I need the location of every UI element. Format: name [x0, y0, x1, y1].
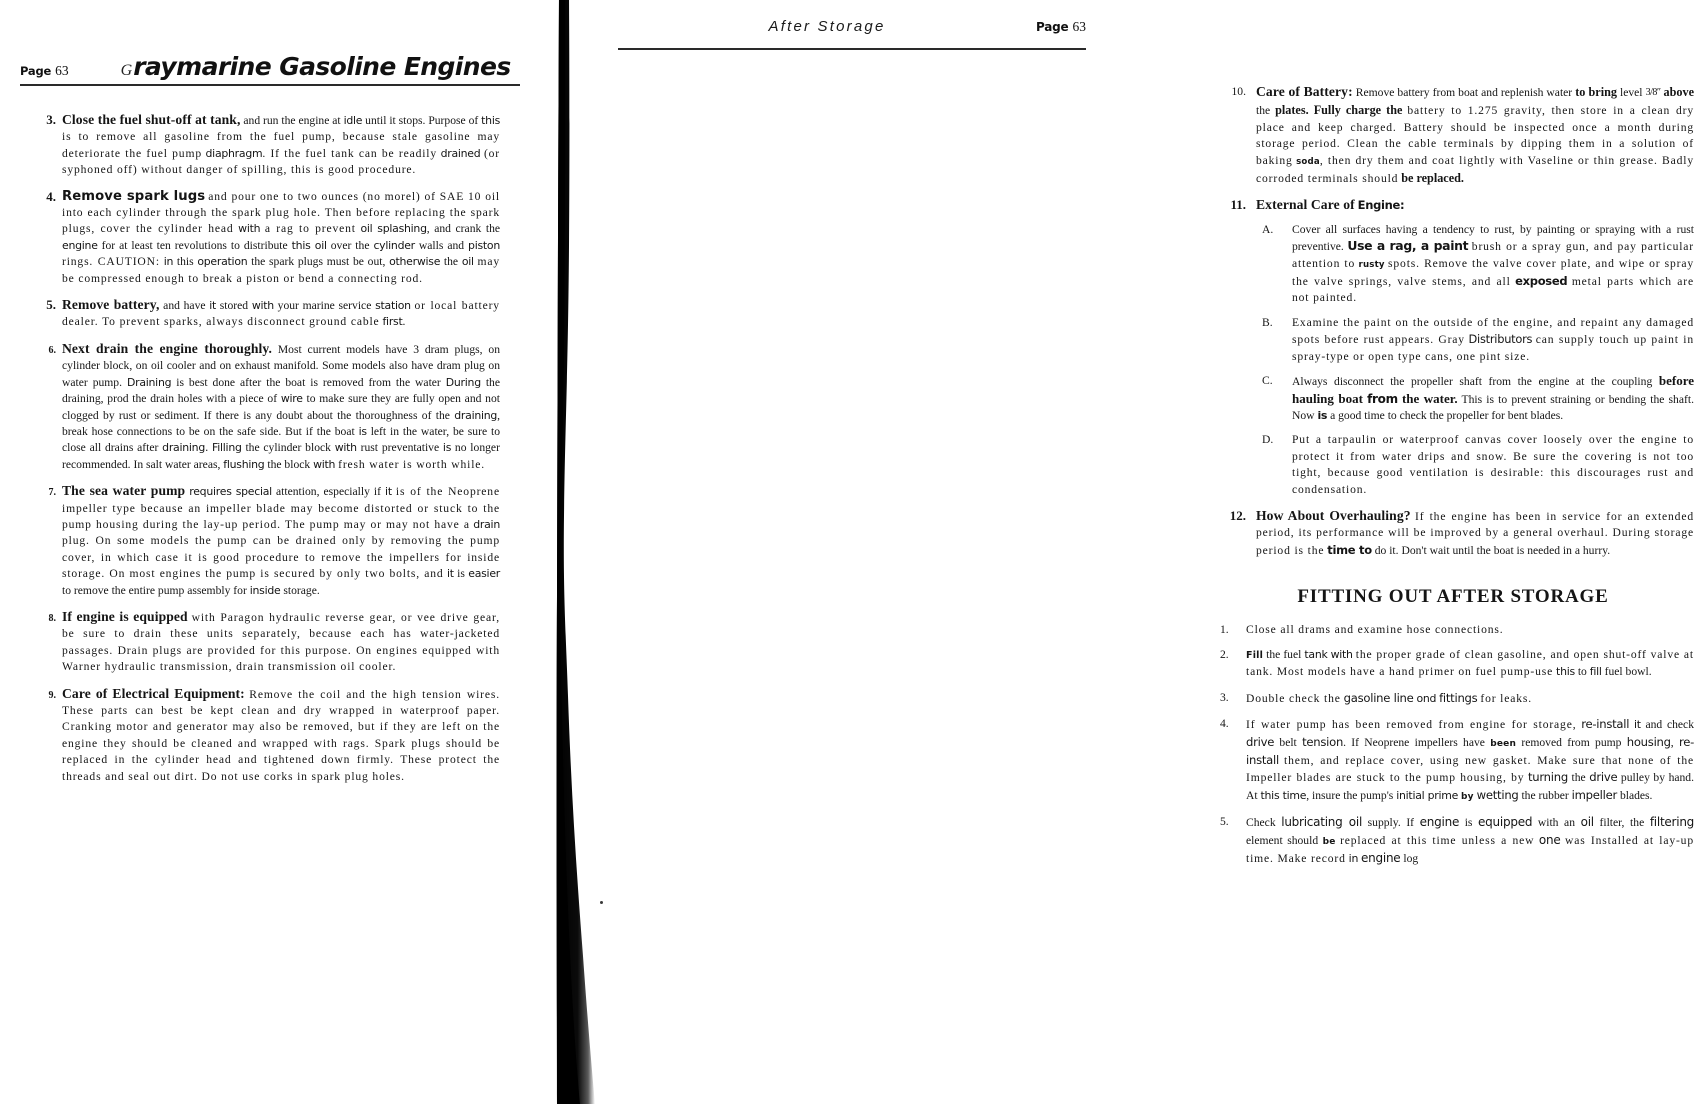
fitting-step-3-word-gasoline-line: gasoline line [1343, 690, 1414, 705]
step-6-text-9: no longer recommended. In salt water areas, [62, 441, 500, 471]
step-4-text-5: over the [330, 238, 370, 252]
right-column-body [1212, 84, 1694, 876]
fitting-step-2-text-4: fuel bowl. [1604, 665, 1652, 679]
step-5-word-station: station [375, 299, 411, 313]
fitting-step-4-word-turning: turning [1527, 770, 1568, 785]
fitting-step-4-text-2: and check [1645, 718, 1694, 732]
step-10-text-2: level [1620, 86, 1643, 99]
step-3 [22, 112, 500, 179]
step-11-sub-c-text-1: Always disconnect the propeller shaft from the engine at the coupling [1292, 375, 1653, 389]
fitting-step-4-word-wetting: wetting [1476, 787, 1519, 802]
fitting-step-4-text-11: the rubber [1521, 788, 1569, 802]
step-12-text-1: If the engine has been in service for an extended period, its performance will be improved by a general overhaul. During storage period is the [1256, 509, 1694, 557]
fitting-step-4-word-by: by [1461, 791, 1474, 802]
step-5-text-1: and have [163, 299, 206, 313]
step-3-word-idle: idle [343, 114, 363, 127]
fitting-step-4-text-10: , insure the pump's [1306, 788, 1394, 802]
step-5-text-5: . [402, 315, 406, 329]
step-11-sub-c-marker: C. [1262, 374, 1273, 388]
fitting-step-5-text-8: was Installed at lay-up time. Make record [1246, 833, 1694, 866]
fitting-step-2 [1212, 647, 1694, 681]
step-6-text-8: rust preventative [360, 441, 440, 455]
fitting-step-5-word-lubricating-oil: lubricating oil [1281, 815, 1363, 830]
fitting-step-3 [1212, 690, 1694, 707]
step-6-text-1: Most current models have 3 dram plugs, on cylinder block, on oil cooler and on exhaust manifold. Some models also have dram plug on water pump. [62, 342, 500, 389]
step-11-sub-a [1256, 222, 1694, 307]
step-12 [1212, 508, 1694, 559]
right-page-label: Page [1036, 20, 1069, 34]
step-4-text-9: the spark plugs must be out, [251, 255, 386, 269]
step-6-text-4: to make sure they are fully open and not clogged by rust or sediment. If there is any doubt about the thoroughness of the [62, 392, 500, 422]
step-7-text-3: plug. On some models the pump can be drained only by removing the pump cover, in which case it is good procedure to remove the impellers for inside storage. On most engines the pump is secured by only two bolts, and [62, 534, 500, 581]
step-11-sublist [1256, 222, 1694, 498]
fitting-step-5-marker: 5. [1220, 815, 1229, 829]
fitting-step-4-text-7: them, and replace cover, using new gasket. Make sure that none of the Impeller blades are stuck to the pump housing, by [1246, 754, 1694, 785]
step-5-text-2: stored [219, 299, 249, 313]
step-7-word-inside: inside [249, 583, 281, 597]
fitting-step-2-word-this: this [1556, 665, 1575, 679]
step-7-word-requires: requires [189, 485, 232, 499]
step-11-sub-c [1256, 373, 1694, 424]
step-7-word-it: it [385, 485, 392, 499]
step-5-text-3: your marine service [277, 299, 372, 313]
step-12-word-time-to: time to [1327, 542, 1372, 557]
step-10-emph-3: plates. Fully charge the [1275, 103, 1403, 118]
fitting-step-5-text-2: supply. If [1367, 816, 1415, 830]
fitting-step-5-text-4: with an [1537, 816, 1575, 830]
step-4-word-with: with [238, 222, 261, 236]
right-page-number: 63 [1072, 19, 1086, 34]
fitting-step-5-word-equipped: equipped [1478, 815, 1533, 830]
step-10-text-1: Remove battery from boat and replenish water [1355, 86, 1573, 99]
step-7-marker: 7. [48, 487, 56, 499]
step-8-text-1: with Paragon hydraulic reverse gear, or vee drive gear, be sure to drain these units separately, because each has water-jacketed passages. Drain plugs are provided for this purpose. On engines equipped with Warner hydraulic transmission, drain transmission oil cooler. [62, 610, 500, 674]
fitting-step-2-word-tank: tank [1304, 647, 1328, 661]
fitting-step-4-word-it: it [1633, 718, 1641, 732]
step-11-sub-a-word-rusty: rusty [1358, 259, 1385, 270]
step-5-text-4: or local battery dealer. To prevent sparks, always disconnect ground cable [62, 299, 500, 329]
step-12-marker: 12. [1229, 507, 1246, 523]
step-11-sub-a-text-2: brush or a spray gun, and pay particular attention to [1292, 240, 1694, 270]
step-8-lead: If engine is equipped [62, 608, 188, 624]
step-3-word-diaphragm: diaphragm [205, 146, 263, 160]
step-5-word-it: it [209, 299, 217, 313]
step-4-text-11: may be compressed enough to break a piston or bend a connecting rod. [62, 255, 501, 285]
step-10-marker: 10. [1231, 85, 1246, 98]
fitting-step-2-word-fill: Fill [1246, 649, 1264, 661]
step-5 [22, 297, 500, 331]
fitting-step-4-text-9: pulley by hand. At [1246, 771, 1694, 802]
fitting-step-4-word-drive-2: drive [1589, 770, 1618, 785]
step-9-marker: 9. [48, 689, 56, 701]
step-4-text-4: for at least ten revolutions to distribute [101, 238, 288, 252]
step-8-marker: 8. [48, 612, 56, 624]
step-4-text-10: the [443, 255, 459, 269]
fitting-step-5-word-engine: engine [1419, 815, 1460, 830]
fitting-step-4-text-3: belt [1279, 735, 1297, 749]
step-7 [22, 483, 500, 599]
step-9 [22, 686, 500, 785]
fitting-step-5-word-engine: engine [1361, 851, 1401, 866]
fitting-step-4-text-12: blades. [1619, 788, 1653, 802]
step-4-text-7: rings. CAUTION: [62, 255, 160, 269]
step-7-lead: The sea water pump [62, 483, 186, 499]
left-header-rule [20, 84, 520, 86]
step-7-text-5: to remove the entire pump assembly for [62, 583, 247, 597]
fitting-step-5-text-3: is [1464, 816, 1473, 830]
step-11-sub-c-emph-1b: from [1367, 391, 1398, 406]
storage-steps-list [22, 112, 500, 785]
step-11-sub-a-text-1: Cover all surfaces having a tendency to rust, by painting or spraying with a rust preventive. [1292, 222, 1694, 254]
step-4-text-2: a rag to prevent [264, 222, 356, 236]
step-11-sub-c-text-3: a good time to check the propeller for bent blades. [1330, 408, 1564, 422]
step-12-lead: How About Overhauling? [1256, 507, 1411, 523]
step-3-word-drained: drained [440, 146, 481, 160]
step-7-text-6: storage. [283, 583, 320, 597]
fitting-step-4-word-reinstall-2: re-install [1246, 734, 1694, 767]
storage-steps-list-continued [1212, 84, 1694, 559]
step-7-word-special: special [235, 485, 272, 499]
fitting-step-2-word-with: with [1330, 647, 1353, 661]
step-6-text-7: the cylinder block [245, 441, 331, 455]
step-7-text-2: is of the Neoprene impeller type because an impeller blade may become distorted or stuck to the pump housing during the lay-up period. The pump may or may not have a [62, 485, 500, 531]
fitting-step-5-text-1: Check [1246, 816, 1276, 830]
step-11-sub-b-word-distributors: Distributors [1468, 332, 1533, 347]
fitting-step-2-word-fill-2: fill [1589, 665, 1602, 679]
step-11-lead: External Care of [1256, 197, 1355, 213]
step-6-word-draining-3: draining. [162, 441, 209, 455]
step-8 [22, 609, 500, 676]
step-4-text-8: this [176, 255, 194, 269]
fitting-step-4-word-impeller: impeller [1571, 787, 1618, 802]
right-header-row [618, 18, 1086, 48]
step-11-sub-a-marker: A. [1262, 222, 1274, 236]
fitting-step-4-word-reinstall: re-install [1581, 717, 1630, 732]
step-7-text-4: is [457, 567, 465, 581]
step-11-sub-c-emph-1: before hauling boat [1292, 373, 1694, 406]
step-10-emph-4: be replaced. [1401, 171, 1464, 186]
fitting-step-2-text-3: to [1577, 665, 1587, 679]
left-page-header [20, 54, 520, 96]
step-11-sub-a-text-3: spots. Remove the valve cover plate, and wipe or spray the valve springs, valve stems, and all [1292, 256, 1694, 289]
fitting-step-4-text-4: . If Neoprene impellers have [1343, 735, 1485, 749]
step-3-text-2: until it stops. Purpose of [365, 114, 479, 127]
fitting-step-4-word-tension: tension [1302, 734, 1344, 749]
step-6-word-filling: Filling [212, 441, 242, 455]
step-10-text-4: battery to 1.275 gravity, then store in a clean dry place and keep charged. Battery should be inspected once a month during storage period. Clean the cable terminals by dipping them in a solution of baking [1256, 104, 1694, 167]
fitting-step-4-word-this-time: this time [1260, 788, 1307, 802]
step-3-text-5: (or syphoned off) without danger of spilling, this is good procedure. [62, 146, 501, 177]
step-4-word-otherwise: otherwise [389, 255, 441, 269]
step-10 [1212, 84, 1694, 187]
fitting-step-3-text-2: for leaks. [1480, 691, 1532, 705]
step-6-marker: 6. [48, 344, 56, 356]
step-6-word-is: is [358, 424, 367, 438]
step-11-sub-b [1256, 315, 1694, 365]
step-4-marker: 4. [46, 188, 56, 204]
step-3-word-this: this [481, 114, 501, 127]
fitting-step-4-word-drive: drive [1246, 734, 1275, 749]
right-header-rule [618, 48, 1086, 50]
step-3-text-3: is to remove all gasoline from the fuel pump, because stale gasoline may deteriorate the fuel pump [62, 130, 500, 160]
step-11-sub-c-emph-1c: the water. [1401, 390, 1458, 406]
fitting-step-5 [1212, 814, 1694, 867]
step-11-sub-a-text-4: metal parts which are not painted. [1292, 275, 1694, 305]
step-6-text-3: the draining, prod the drain holes with a piece of [62, 375, 500, 406]
left-page [0, 0, 545, 1100]
fitting-step-5-word-one: one [1538, 832, 1561, 847]
step-4-word-engine: engine [62, 238, 98, 252]
step-10-emph-1: to bring [1575, 85, 1617, 99]
fitting-step-1-marker: 1. [1220, 622, 1229, 636]
step-6 [22, 341, 500, 473]
fitting-step-4-text-8: the [1571, 771, 1586, 785]
fitting-step-5-word-be: be [1322, 836, 1336, 847]
fitting-step-3-word-ond: ond [1416, 691, 1437, 705]
step-11-sub-d-marker: D. [1262, 433, 1274, 447]
step-4-lead: Remove spark lugs [62, 188, 206, 204]
fitting-step-2-text-1: the fuel [1266, 647, 1302, 661]
step-4-word-piston: piston [468, 238, 500, 252]
fitting-step-4-word-housing: housing [1626, 734, 1671, 749]
fitting-step-5-word-oil: oil [1580, 815, 1594, 830]
step-12-text-2: do it. Don't wait until the boat is needed in a hurry. [1374, 543, 1611, 557]
step-4-word-operation: operation [197, 255, 248, 269]
page-gutter-shadow [545, 0, 605, 1104]
left-header-row [20, 54, 520, 84]
step-11-sub-d-text-1: Put a tarpaulin or waterproof canvas cover loosely over the engine to protect it from water drips and snow. Be sure the covering is not too tight, because good ventilation is desirable: this discourages rust and condensation. [1292, 433, 1694, 496]
step-5-word-first: first [382, 315, 403, 329]
fitting-step-5-word-filtering: filtering [1649, 815, 1694, 830]
step-11-sub-a-emph: Use a rag, a paint [1347, 238, 1469, 254]
fitting-step-4 [1212, 716, 1694, 805]
step-7-text-1: attention, especially if [276, 485, 381, 499]
step-6-lead: Next drain the engine thoroughly. [62, 340, 273, 356]
step-5-word-with: with [251, 299, 274, 313]
step-7-word-it-2: it [446, 567, 454, 581]
step-6-text-2: is best done after the boat is removed from the water [176, 375, 441, 389]
fitting-step-4-word-initial-prime: initial prime [1396, 788, 1459, 802]
step-4-word-oil-splashing: oil splashing [360, 222, 427, 236]
right-page [600, 0, 1694, 1100]
section-heading-fitting-out: FITTING OUT AFTER STORAGE [1297, 586, 1609, 608]
fitting-step-5-text-5: filter, the [1599, 816, 1645, 830]
step-10-word-soda: soda [1296, 156, 1320, 167]
step-4-text-6: walls and [418, 238, 465, 252]
step-6-text-5: , break hose connections to be on the safe side. But if the boat [62, 408, 500, 438]
step-6-word-is-2: is [442, 441, 452, 455]
step-11-lead-sans: Engine: [1357, 198, 1405, 213]
step-11-sub-b-text-2: can supply touch up paint in spray-type or open type cans, one pint size. [1292, 333, 1694, 363]
fitting-step-3-word-fittings: fittings [1439, 690, 1478, 705]
fitting-step-2-text-2: the proper grade of clean gasoline, and open shut-off valve at tank. Most models have a hand primer on fuel pump-use [1246, 647, 1694, 679]
brand-initial: G [120, 62, 133, 79]
step-11-sub-c-word-is: is [1317, 408, 1328, 422]
step-11-marker: 11. [1230, 197, 1246, 213]
fitting-step-1 [1212, 622, 1694, 638]
step-4-word-cylinder: cylinder [373, 238, 415, 252]
step-6-word-flushing: flushing [223, 457, 265, 471]
brand-name: raymarine Gasoline Engines [133, 52, 511, 81]
fitting-step-5-text-6: element should [1246, 833, 1319, 847]
step-7-word-easier: easier [468, 567, 501, 581]
step-3-marker: 3. [46, 112, 56, 127]
step-11-sub-a-word-exposed: exposed [1515, 274, 1568, 289]
fitting-step-3-marker: 3. [1220, 690, 1229, 704]
step-3-text-4: . If the fuel tank can be readily [262, 146, 438, 160]
step-6-word-with-2: with [313, 457, 336, 471]
fitting-step-2-marker: 2. [1220, 647, 1229, 661]
brand-logo [121, 54, 511, 80]
step-4-word-oil: oil [461, 255, 474, 269]
fitting-step-3-text-1: Double check the [1246, 691, 1341, 705]
fitting-step-4-text-1: If water pump has been removed from engine for storage, [1246, 718, 1577, 732]
left-page-number: 63 [55, 63, 69, 78]
fitting-step-1-text: Close all drams and examine hose connections. [1246, 622, 1504, 636]
step-4-text-1: and pour one to two ounces (no morel) of SAE 10 oil into each cylinder through the spark plug hole. Then before replacing the spark plugs, cover the cylinder head [62, 189, 500, 236]
fitting-step-4-word-been: been [1490, 738, 1517, 749]
fitting-step-5-text-9: log [1403, 852, 1419, 866]
step-6-word-draining: Draining [126, 375, 172, 389]
left-column-body [22, 112, 500, 795]
step-7-word-drain: drain [473, 517, 500, 531]
step-6-word-wire: wire [280, 392, 303, 406]
running-head: After Storage [768, 18, 886, 35]
step-10-fraction: 3/8″ [1645, 87, 1661, 98]
step-11-sub-b-text-1: Examine the paint on the outside of the engine, and repaint any damaged spots before rust appears. Gray [1292, 315, 1694, 347]
fitting-step-4-text-5: removed from pump [1521, 735, 1622, 749]
step-4 [22, 189, 500, 287]
step-3-lead: Close the fuel shut-off at tank, [62, 112, 241, 127]
step-5-lead: Remove battery, [62, 297, 160, 313]
step-9-lead: Care of Electrical Equipment: [62, 685, 245, 701]
step-11-sub-c-text-2: This is to prevent straining or bending the shaft. Now [1292, 392, 1694, 422]
step-6-text-6: left in the water, be sure to close all drains after [62, 424, 500, 455]
step-4-text-3: , and crank the [426, 222, 501, 236]
step-3-text-1: and run the engine at [243, 114, 341, 127]
step-10-text-3: the [1256, 104, 1271, 118]
fitting-step-5-word-in: in [1348, 852, 1359, 866]
fitting-step-4-text-6: , [1670, 735, 1674, 749]
fitting-step-5-text-7: replaced at this time unless a new [1340, 833, 1535, 847]
fitting-step-4-marker: 4. [1220, 717, 1229, 731]
step-10-lead: Care of Battery: [1256, 84, 1353, 99]
step-6-word-during: During [445, 375, 481, 389]
step-10-emph-2: above [1663, 85, 1694, 99]
step-10-text-5: , then dry them and coat lightly with Vaseline or thin grease. Badly corroded terminals should [1256, 153, 1694, 186]
step-6-text-11: fresh water is worth while. [338, 457, 486, 471]
right-page-header [618, 18, 1086, 60]
left-page-label: Page [20, 64, 52, 78]
step-11-sub-b-marker: B. [1262, 315, 1273, 329]
step-6-word-draining-2: draining [454, 408, 498, 422]
step-11-sub-d [1256, 432, 1694, 498]
step-4-word-this-oil: this oil [291, 238, 327, 252]
step-11 [1212, 197, 1694, 498]
step-6-word-with: with [334, 441, 357, 455]
step-5-marker: 5. [46, 297, 56, 313]
fitting-out-list [1212, 622, 1694, 868]
step-4-word-in: in [163, 255, 174, 269]
step-9-text-1: Remove the coil and the high tension wires. These parts can best be kept clean and dry wrapped in waterproof paper. Cranking motor and generator may also be removed, but if they are left on the engine they should be cleaned and wrapped with rags. Spark plugs should be replaced in the cylinder head and tightened down firmly. These protect the threads and seal out dirt. Do not use corks in spark plug holes. [62, 687, 500, 783]
step-6-text-10: the block [267, 457, 311, 471]
